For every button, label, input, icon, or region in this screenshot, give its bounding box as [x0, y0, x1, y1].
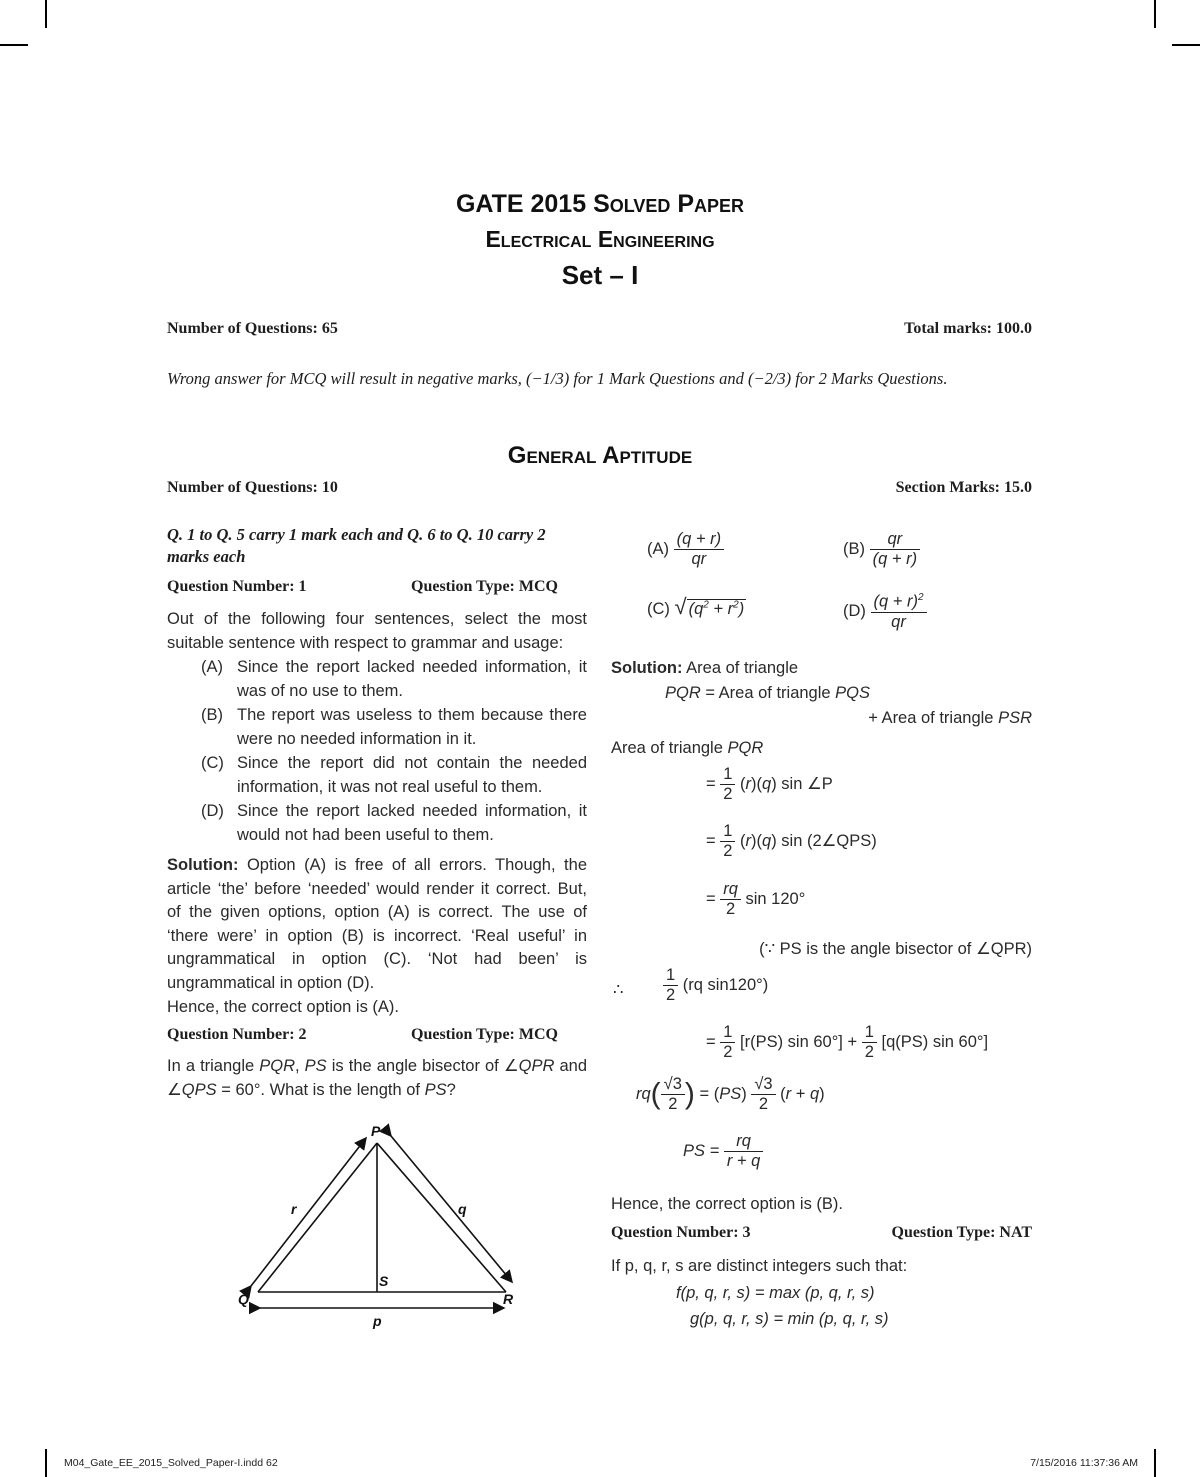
total-marks: Total marks: 100.0: [904, 320, 1032, 337]
arrow-r: [251, 1138, 366, 1286]
q2-option-b: (B) $\frac{qr}{(q + r)}$: [843, 530, 920, 569]
solution-label: Solution:: [167, 856, 239, 874]
title-smallcaps: Solved Paper: [593, 190, 745, 218]
q1-number: Question Number: 1: [167, 578, 307, 595]
title-main: GATE 2015: [455, 190, 587, 218]
q2-step-4: $\frac{1}{2}$ (rq sin120°): [663, 966, 768, 1005]
q2-step-5: = $\frac{1}{2}$ [r(PS) sin 60°] + $\frac{1}{2}$ [q(PS) sin 60°]: [706, 1023, 989, 1061]
q2-option-a: (A) $\frac{(q + r)}{qr}$: [647, 530, 724, 569]
crop-mark: [1172, 44, 1200, 46]
triangle-figure: [228, 1118, 548, 1338]
side-qp: [258, 1143, 377, 1292]
q1-text: Out of the following four sentences, select the most suitable sentence with respect to grammar and usage:: [167, 610, 587, 652]
q3-f-eq: f(p, q, r, s) = max (p, q, r, s): [676, 1284, 875, 1302]
q2-sol-line2: PQR = Area of triangle PQS: [665, 684, 871, 702]
q2-step-6: rq( $\frac{√3}{2}$ ) = (PS) $\frac{√3}{2}$ (r + q): [636, 1075, 825, 1113]
label-s: S: [379, 1273, 389, 1289]
q2-solution: Solution: Area of triangle: [611, 659, 799, 677]
q2-step-7: PS = $\frac{rq}{r + q}$: [683, 1132, 763, 1171]
q3-text: If p, q, r, s are distinct integers such that:: [611, 1257, 908, 1275]
q1-option-c: (C) Since the report did not contain the needed information, it was not real useful to them.: [201, 754, 587, 796]
q2-step-1: = $\frac{1}{2}$ (r)(q) sin ∠P: [706, 765, 833, 803]
paper-subtitle: Electrical Engineering: [485, 226, 715, 252]
label-r: R: [503, 1291, 514, 1307]
label-q: Q: [238, 1291, 249, 1307]
negative-marking-note: Wrong answer for MCQ will result in negative marks, (−1/3) for 1 Mark Questions and (−2/3) for 2 Marks Questions.: [167, 369, 948, 388]
paper-title: [0, 190, 1200, 219]
q1-option-d: (D) Since the report lacked needed information, it would not had been useful to them.: [201, 802, 587, 844]
q2-text: In a triangle PQR, PS is the angle bisector of ∠QPR and ∠QPS = 60°. What is the length of PS?: [167, 1057, 588, 1099]
label-p-side: p: [373, 1313, 382, 1329]
q1-option-b: (B) The report was useless to them because there were no needed information in it.: [201, 706, 587, 748]
paper-set: Set – I: [561, 260, 639, 290]
crop-mark: [45, 1449, 47, 1477]
q2-bisector-note: (∵ PS is the angle bisector of ∠QPR): [759, 940, 1032, 958]
q3-type: Question Type: NAT: [891, 1224, 1032, 1241]
q2-answer: Hence, the correct option is (B).: [611, 1195, 844, 1213]
arrow-q: [391, 1136, 512, 1282]
q2-option-d: (D) $\frac{(q + r)^2}{qr}$: [843, 592, 927, 632]
q1-answer: Hence, the correct option is (A).: [167, 998, 400, 1016]
q2-step-3: = $\frac{rq}{2}$ sin 120°: [706, 880, 806, 918]
q2-number: Question Number: 2: [167, 1026, 307, 1043]
q3-g-eq: g(p, q, r, s) = min (p, q, r, s): [690, 1310, 889, 1328]
side-pr: [377, 1143, 506, 1292]
marks-note: Q. 1 to Q. 5 carry 1 mark each and Q. 6 to Q. 10 carry 2 marks each: [167, 525, 546, 566]
q1-solution-text: Option (A) is free of all errors. Though, the article ‘the’ before ‘needed’ would render it correct. But, of the given options, option (A) is correct. The use of ‘there were’ in option (B) is incorrect. ‘Real useful’ in ungrammatical in option (C). ‘Not had been’ is ungrammatical in option (D).: [167, 856, 587, 992]
q1-solution: [167, 854, 587, 995]
num-questions: Number of Questions: 65: [167, 320, 338, 337]
footer-date: 7/15/2016 11:37:36 AM: [1030, 1457, 1138, 1469]
label-p: P: [371, 1123, 381, 1139]
section-marks: Section Marks: 15.0: [895, 479, 1032, 496]
q2-type: Question Type: MCQ: [411, 1026, 558, 1043]
q2-option-c: (C) √ $(q^2 + r^2)$: [647, 594, 745, 619]
crop-mark: [0, 44, 28, 46]
q1-option-a: (A) Since the report lacked needed information, it was of no use to them.: [201, 658, 587, 700]
label-r-side: r: [291, 1201, 297, 1217]
crop-mark: [45, 0, 47, 28]
crop-mark: [1154, 1449, 1156, 1477]
label-q-side: q: [458, 1201, 467, 1217]
q2-sol-line4: Area of triangle PQR: [611, 739, 764, 757]
q2-therefore: ∴: [613, 981, 624, 999]
q3-number: Question Number: 3: [611, 1224, 751, 1241]
section-title: General Aptitude: [507, 442, 693, 469]
q2-step-2: = $\frac{1}{2}$ (r)(q) sin (2∠QPS): [706, 822, 877, 860]
q2-sol-line3: + Area of triangle PSR: [868, 709, 1032, 727]
section-num-questions: Number of Questions: 10: [167, 479, 338, 496]
crop-mark: [1154, 0, 1156, 28]
q1-type: Question Type: MCQ: [411, 578, 558, 595]
footer-file: M04_Gate_EE_2015_Solved_Paper-I.indd 62: [64, 1457, 278, 1469]
